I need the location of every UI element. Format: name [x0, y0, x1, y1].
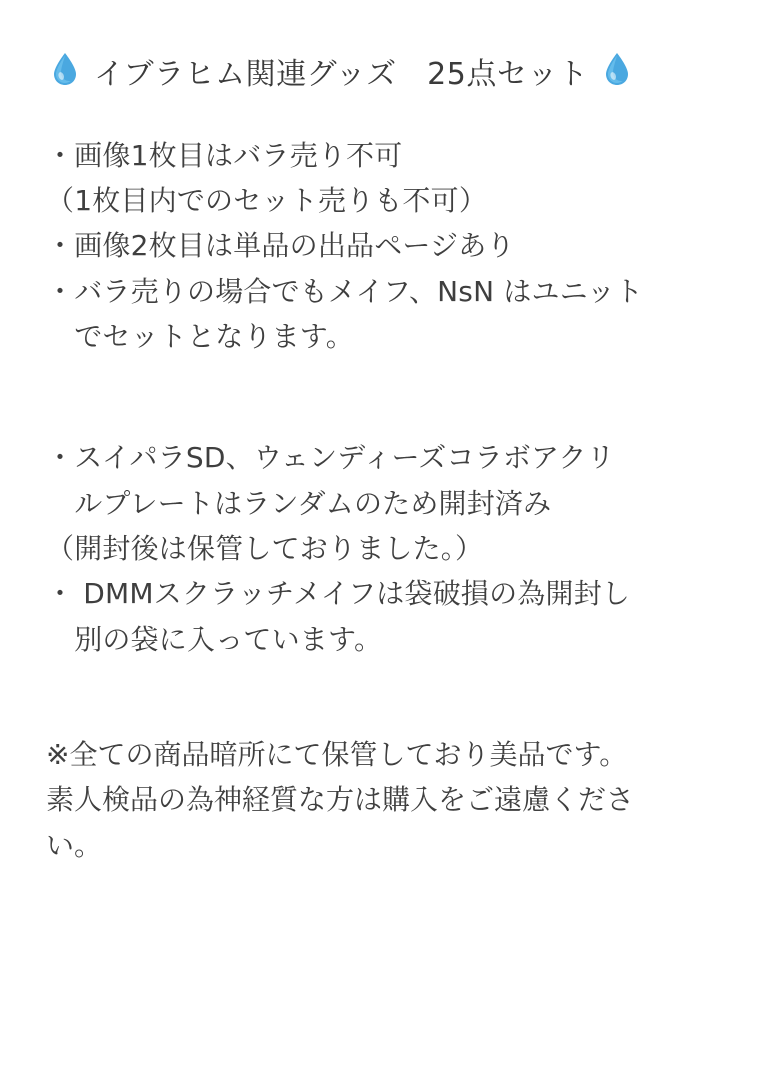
- text-line: ・ DMMスクラッチメイフは袋破損の為開封し: [46, 577, 631, 611]
- section-condition-notes: [46, 435, 728, 662]
- text-line: い。: [46, 828, 103, 862]
- section-storage-disclaimer: [46, 732, 728, 868]
- spacer: [46, 359, 728, 435]
- text-line: （開封後は保管しておりました。）: [46, 532, 484, 566]
- text-line: （1枚目内でのセット売りも不可）: [46, 183, 488, 217]
- water-drop-icon: [52, 52, 78, 86]
- text-line: 素人検品の為神経質な方は購入をご遠慮くださ: [46, 783, 635, 817]
- page-title-text: イブラヒム関連グッズ 25点セット: [94, 57, 589, 92]
- text-line: でセットとなります。: [46, 319, 354, 353]
- text-line: 別の袋に入っています。: [46, 622, 383, 656]
- water-drop-icon: [604, 52, 630, 86]
- spacer: [46, 662, 728, 732]
- text-line: ルプレートはランダムのため開封済み: [46, 486, 552, 520]
- section-listing-rules: [46, 133, 728, 360]
- text-line: ・画像2枚目は単品の出品ページあり: [46, 229, 515, 263]
- text-line: ・スイパラSD、ウェンディーズコラボアクリ: [46, 441, 615, 475]
- text-line: ・画像1枚目はバラ売り不可: [46, 138, 403, 172]
- text-line: ※全ての商品暗所にて保管しており美品です。: [46, 738, 628, 772]
- page-title: [52, 52, 728, 97]
- text-line: ・バラ売りの場合でもメイフ、NsN はユニット: [46, 274, 644, 308]
